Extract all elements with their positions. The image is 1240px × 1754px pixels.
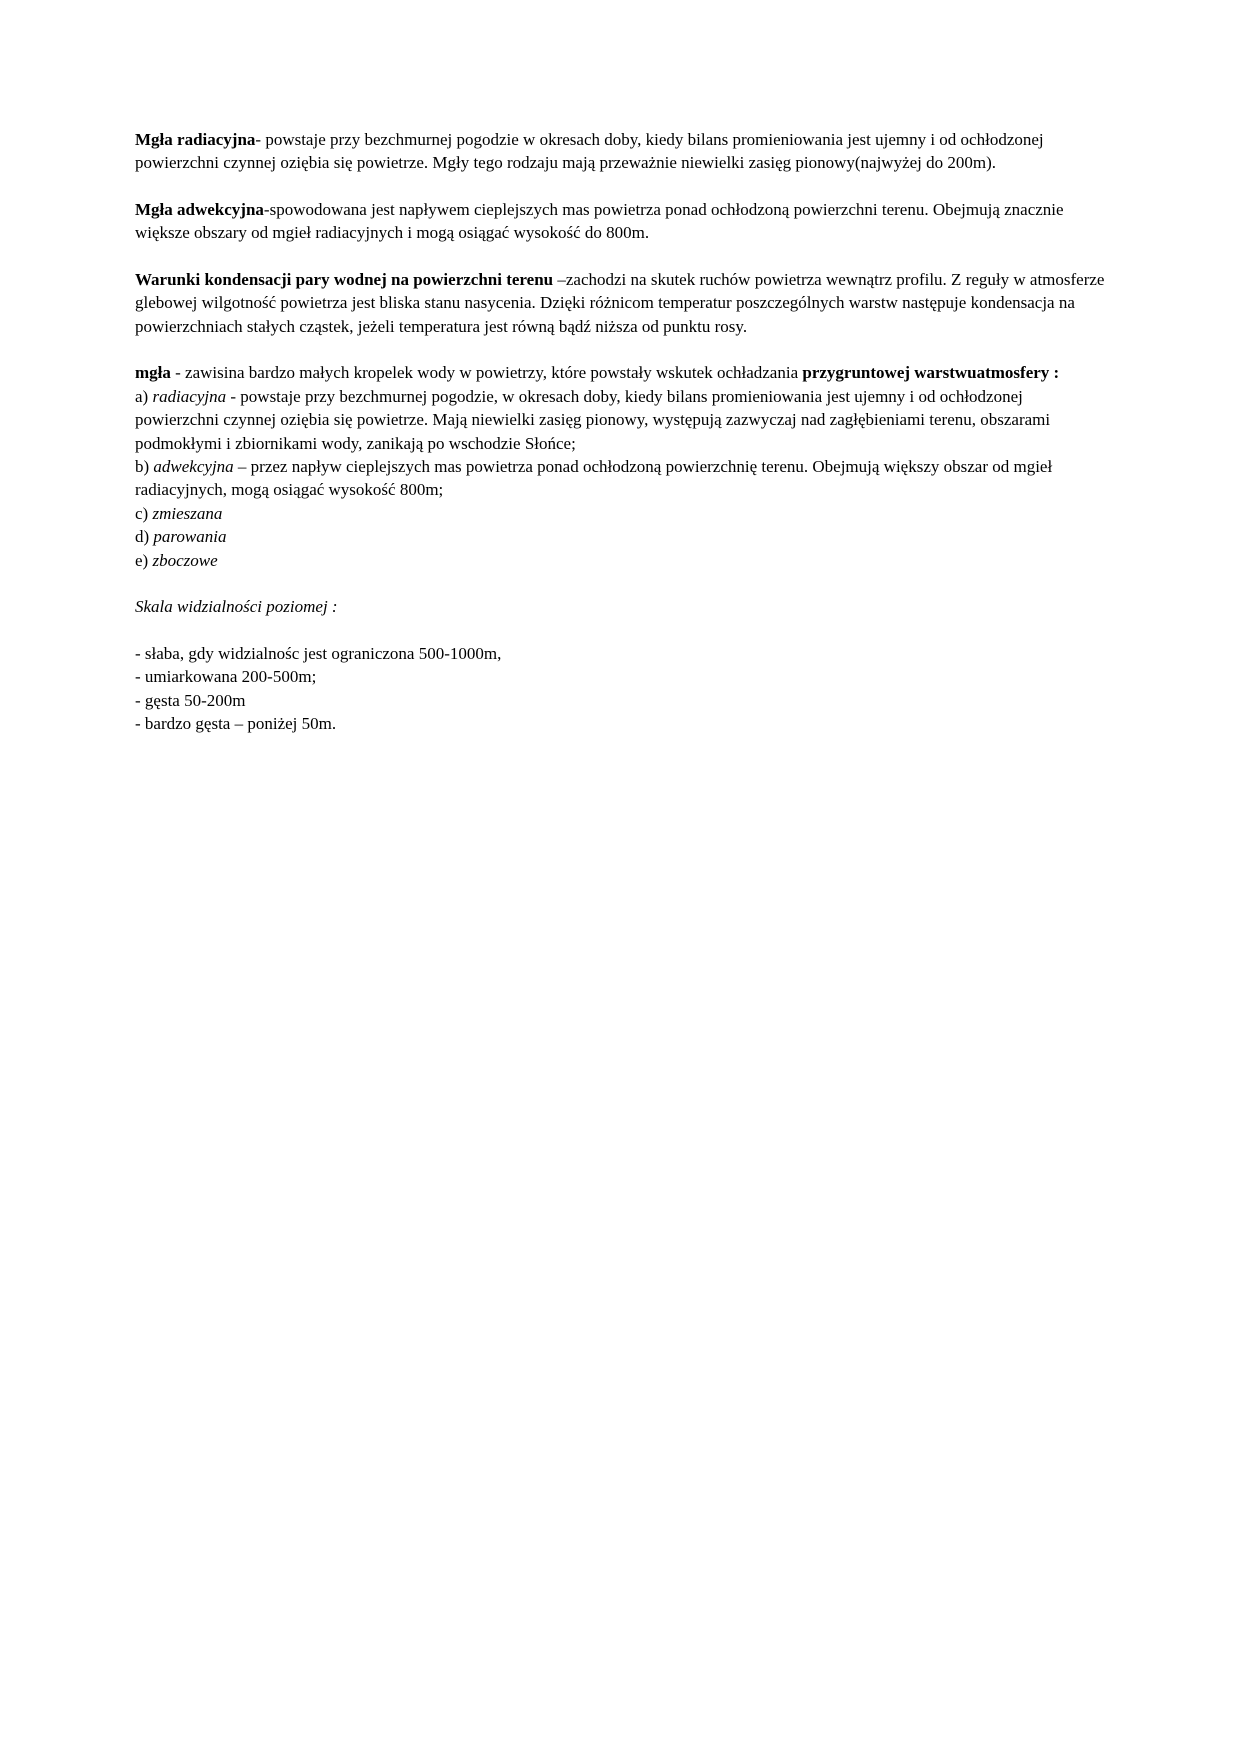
text-segment: - powstaje przy bezchmurnej pogodzie w okresach doby, kiedy bilans promieniowania jest ujemny i od ochłodzonej powierzchni czynnej oziębia się powietrze. Mgły tego rodzaju mają przeważnie niewielki zasięg pionowy(najwyżej do 200m). <box>135 130 1044 173</box>
text-segment: Skala widzialności poziomej : <box>135 597 338 617</box>
text-segment: –zachodzi na skutek ruchów powietrza wewnątrz profilu. Z reguły w atmosferze glebowej wilgotność powietrza jest bliska stanu nasycenia. Dzięki różnicom temperatur poszczególnych warstw następuje kondensacja na powierzchniach stałych cząstek, jeżeli temperatura jest równą bądź niższa od punktu rosy. <box>135 269 1105 336</box>
paragraph-mgla-adwekcyjna <box>135 198 1105 245</box>
text-segment: - powstaje przy bezchmurnej pogodzie, w okresach doby, kiedy bilans promieniowania jest ujemny i od ochłodzonej powierzchni czynnej oziębia się powietrze. Mają niewielki zasięg pionowy, występują zazwyczaj nad zagłębieniami terenu, obszarami podmokłymi i zbiornikami wody, zanikają po wschodzie Słońce; <box>135 386 1051 453</box>
text-line <box>135 268 1105 338</box>
text-line <box>135 712 1105 735</box>
text-segment: - zawisina bardzo małych kropelek wody w powietrzy, które powstały wskutek ochładzania <box>170 363 803 383</box>
list-skala-widzialnosci <box>135 642 1105 736</box>
text-line <box>135 665 1105 688</box>
paragraph-mgla-radiacyjna <box>135 128 1105 175</box>
text-segment: -spowodowana jest napływem cieplejszych mas powietrza ponad ochłodzoną powierzchni terenu. Obejmują znacznie większe obszary od mgieł radiacyjnych i mogą osiągać wysokość do 800m. <box>135 199 1064 243</box>
text-segment: b) <box>135 456 154 476</box>
text-line <box>135 549 1105 572</box>
text-line <box>135 385 1105 455</box>
text-segment: e) <box>135 550 153 570</box>
text-segment: mgła <box>135 363 171 383</box>
text-line <box>135 128 1105 175</box>
text-line <box>135 502 1105 525</box>
text-segment: Warunki kondensacji pary wodnej na powierzchni terenu <box>135 269 554 289</box>
text-segment: - bardzo gęsta – poniżej 50m. <box>135 714 337 734</box>
text-line <box>135 642 1105 665</box>
text-segment: - słaba, gdy widzialnośc jest ograniczona 500-1000m, <box>135 643 502 663</box>
text-segment: zmieszana <box>152 503 223 523</box>
text-segment: d) <box>135 527 154 547</box>
document-body <box>135 128 1105 736</box>
text-segment: Mgła adwekcyjna <box>135 199 264 219</box>
paragraph-mgla-definicja <box>135 361 1105 572</box>
text-line <box>135 689 1105 712</box>
text-segment: c) <box>135 503 153 523</box>
paragraph-warunki-kondensacji <box>135 268 1105 338</box>
text-segment: - umiarkowana 200-500m; <box>135 667 317 687</box>
text-segment: – przez napływ cieplejszych mas powietrza ponad ochłodzoną powierzchnię terenu. Obejmują większy obszar od mgieł radiacyjnych, mogą osiągać wysokość 800m; <box>135 456 1053 500</box>
text-segment: Mgła radiacyjna <box>135 130 256 149</box>
text-line <box>135 455 1105 502</box>
text-segment: adwekcyjna <box>153 456 234 476</box>
text-segment: - gęsta 50-200m <box>135 690 246 710</box>
text-line <box>135 361 1105 384</box>
text-segment: parowania <box>153 527 227 547</box>
text-segment: radiacyjna <box>152 386 227 406</box>
text-line <box>135 595 1105 618</box>
text-segment: zboczowe <box>152 550 218 570</box>
heading-skala-widzialnosci <box>135 595 1105 618</box>
text-line <box>135 198 1105 245</box>
text-segment: a) <box>135 386 153 406</box>
text-segment: przygruntowej warstwuatmosfery : <box>802 363 1060 383</box>
text-line <box>135 525 1105 548</box>
